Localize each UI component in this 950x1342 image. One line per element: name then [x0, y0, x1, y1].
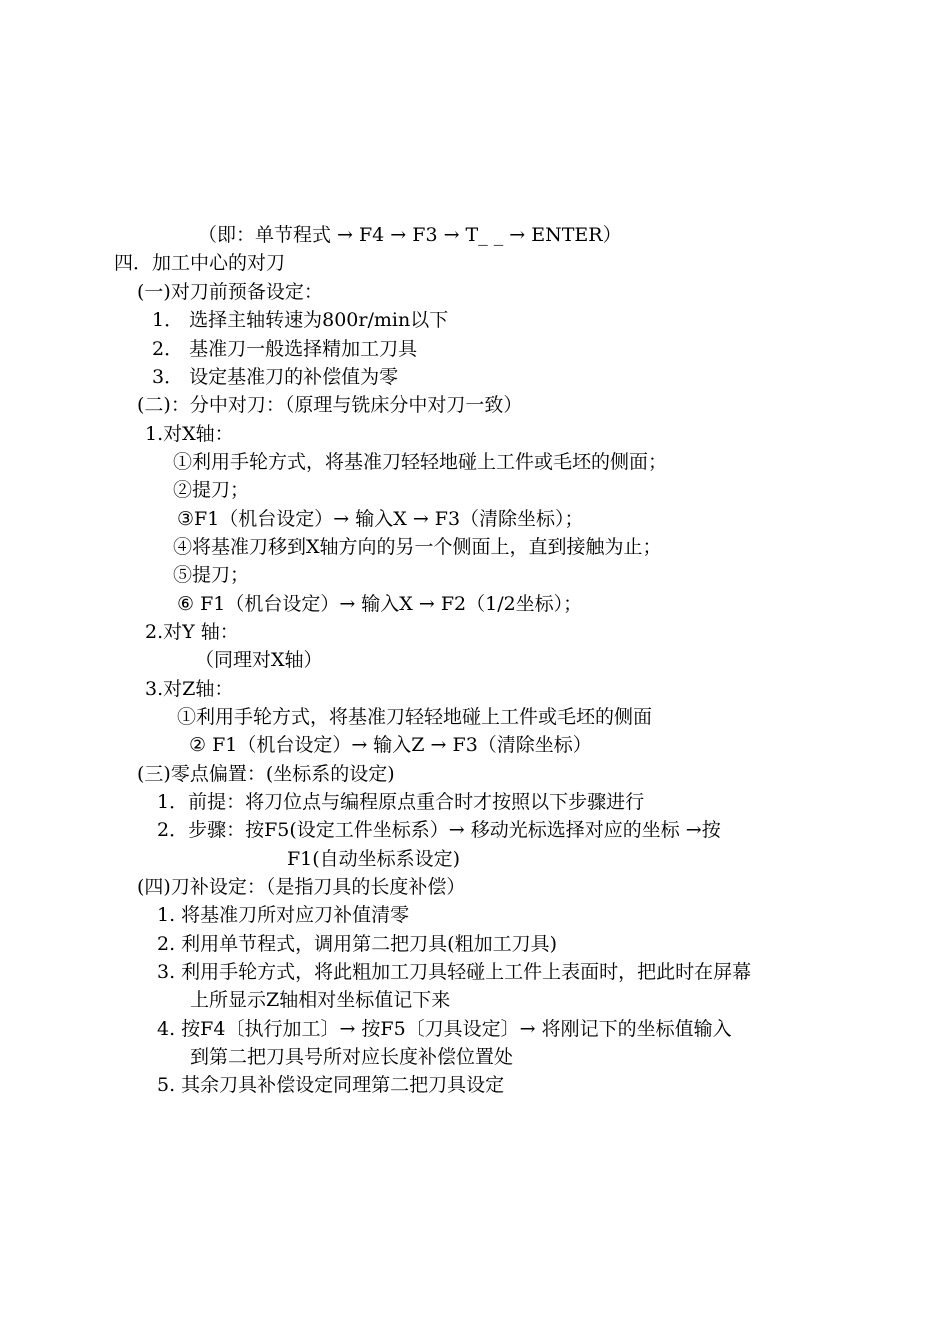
list-item: 1.对X轴：: [145, 423, 234, 445]
subsection-heading: (二)：分中对刀：（原理与铣床分中对刀一致）: [137, 394, 523, 416]
list-item: 5. 其余刀具补偿设定同理第二把刀具设定: [157, 1074, 505, 1096]
subsection-heading: (三)零点偏置：(坐标系的设定): [137, 763, 395, 785]
list-item: 1．前提：将刀位点与编程原点重合时才按照以下步骤进行: [157, 791, 645, 813]
list-item: 3.对Z轴：: [145, 678, 234, 700]
step-line: ② F1（机台设定）→ 输入Z → F3（清除坐标）: [189, 734, 592, 756]
list-item-continuation: F1(自动坐标系设定): [287, 848, 461, 870]
step-line: ⑤提刀；: [173, 564, 250, 586]
list-item: 3． 设定基准刀的补偿值为零: [152, 366, 399, 388]
step-line: ③F1（机台设定）→ 输入X → F3（清除坐标）；: [177, 508, 584, 530]
step-line: ①利用手轮方式，将基准刀轻轻地碰上工件或毛坯的侧面: [177, 706, 653, 728]
list-item: 1． 选择主轴转速为800r/min以下: [152, 309, 449, 331]
list-item-continuation: 上所显示Z轴相对坐标值记下来: [190, 989, 451, 1011]
subsection-heading: (一)对刀前预备设定：: [137, 281, 323, 303]
step-line: ①利用手轮方式，将基准刀轻轻地碰上工件或毛坯的侧面；: [173, 451, 668, 473]
list-item: 1. 将基准刀所对应刀补值清零: [157, 904, 410, 926]
step-line: ②提刀；: [173, 479, 250, 501]
step-line: （同理对X轴）: [195, 649, 323, 671]
list-item: 2. 利用单节程式，调用第二把刀具(粗加工刀具): [157, 933, 557, 955]
step-line: ⑥ F1（机台设定）→ 输入X → F2（1/2坐标）；: [177, 593, 583, 615]
subsection-heading: (四)刀补设定：（是指刀具的长度补偿）: [137, 876, 466, 898]
section-heading: 四．加工中心的对刀: [114, 252, 286, 274]
list-item-continuation: 到第二把刀具号所对应长度补偿位置处: [190, 1046, 514, 1068]
step-line: ④将基准刀移到X轴方向的另一个侧面上，直到接触为止；: [173, 536, 662, 558]
list-item: 2．步骤：按F5(设定工件坐标系）→ 移动光标选择对应的坐标 →按: [157, 819, 721, 841]
text-line: （即：单节程式 → F4 → F3 → T_ _ → ENTER）: [198, 224, 622, 246]
list-item: 2.对Y 轴：: [145, 621, 239, 643]
list-item: 4. 按F4〔执行加工〕→ 按F5〔刀具设定〕→ 将刚记下的坐标值输入: [157, 1018, 732, 1040]
list-item: 3. 利用手轮方式，将此粗加工刀具轻碰上工件上表面时，把此时在屏幕: [157, 961, 752, 983]
list-item: 2． 基准刀一般选择精加工刀具: [152, 338, 418, 360]
